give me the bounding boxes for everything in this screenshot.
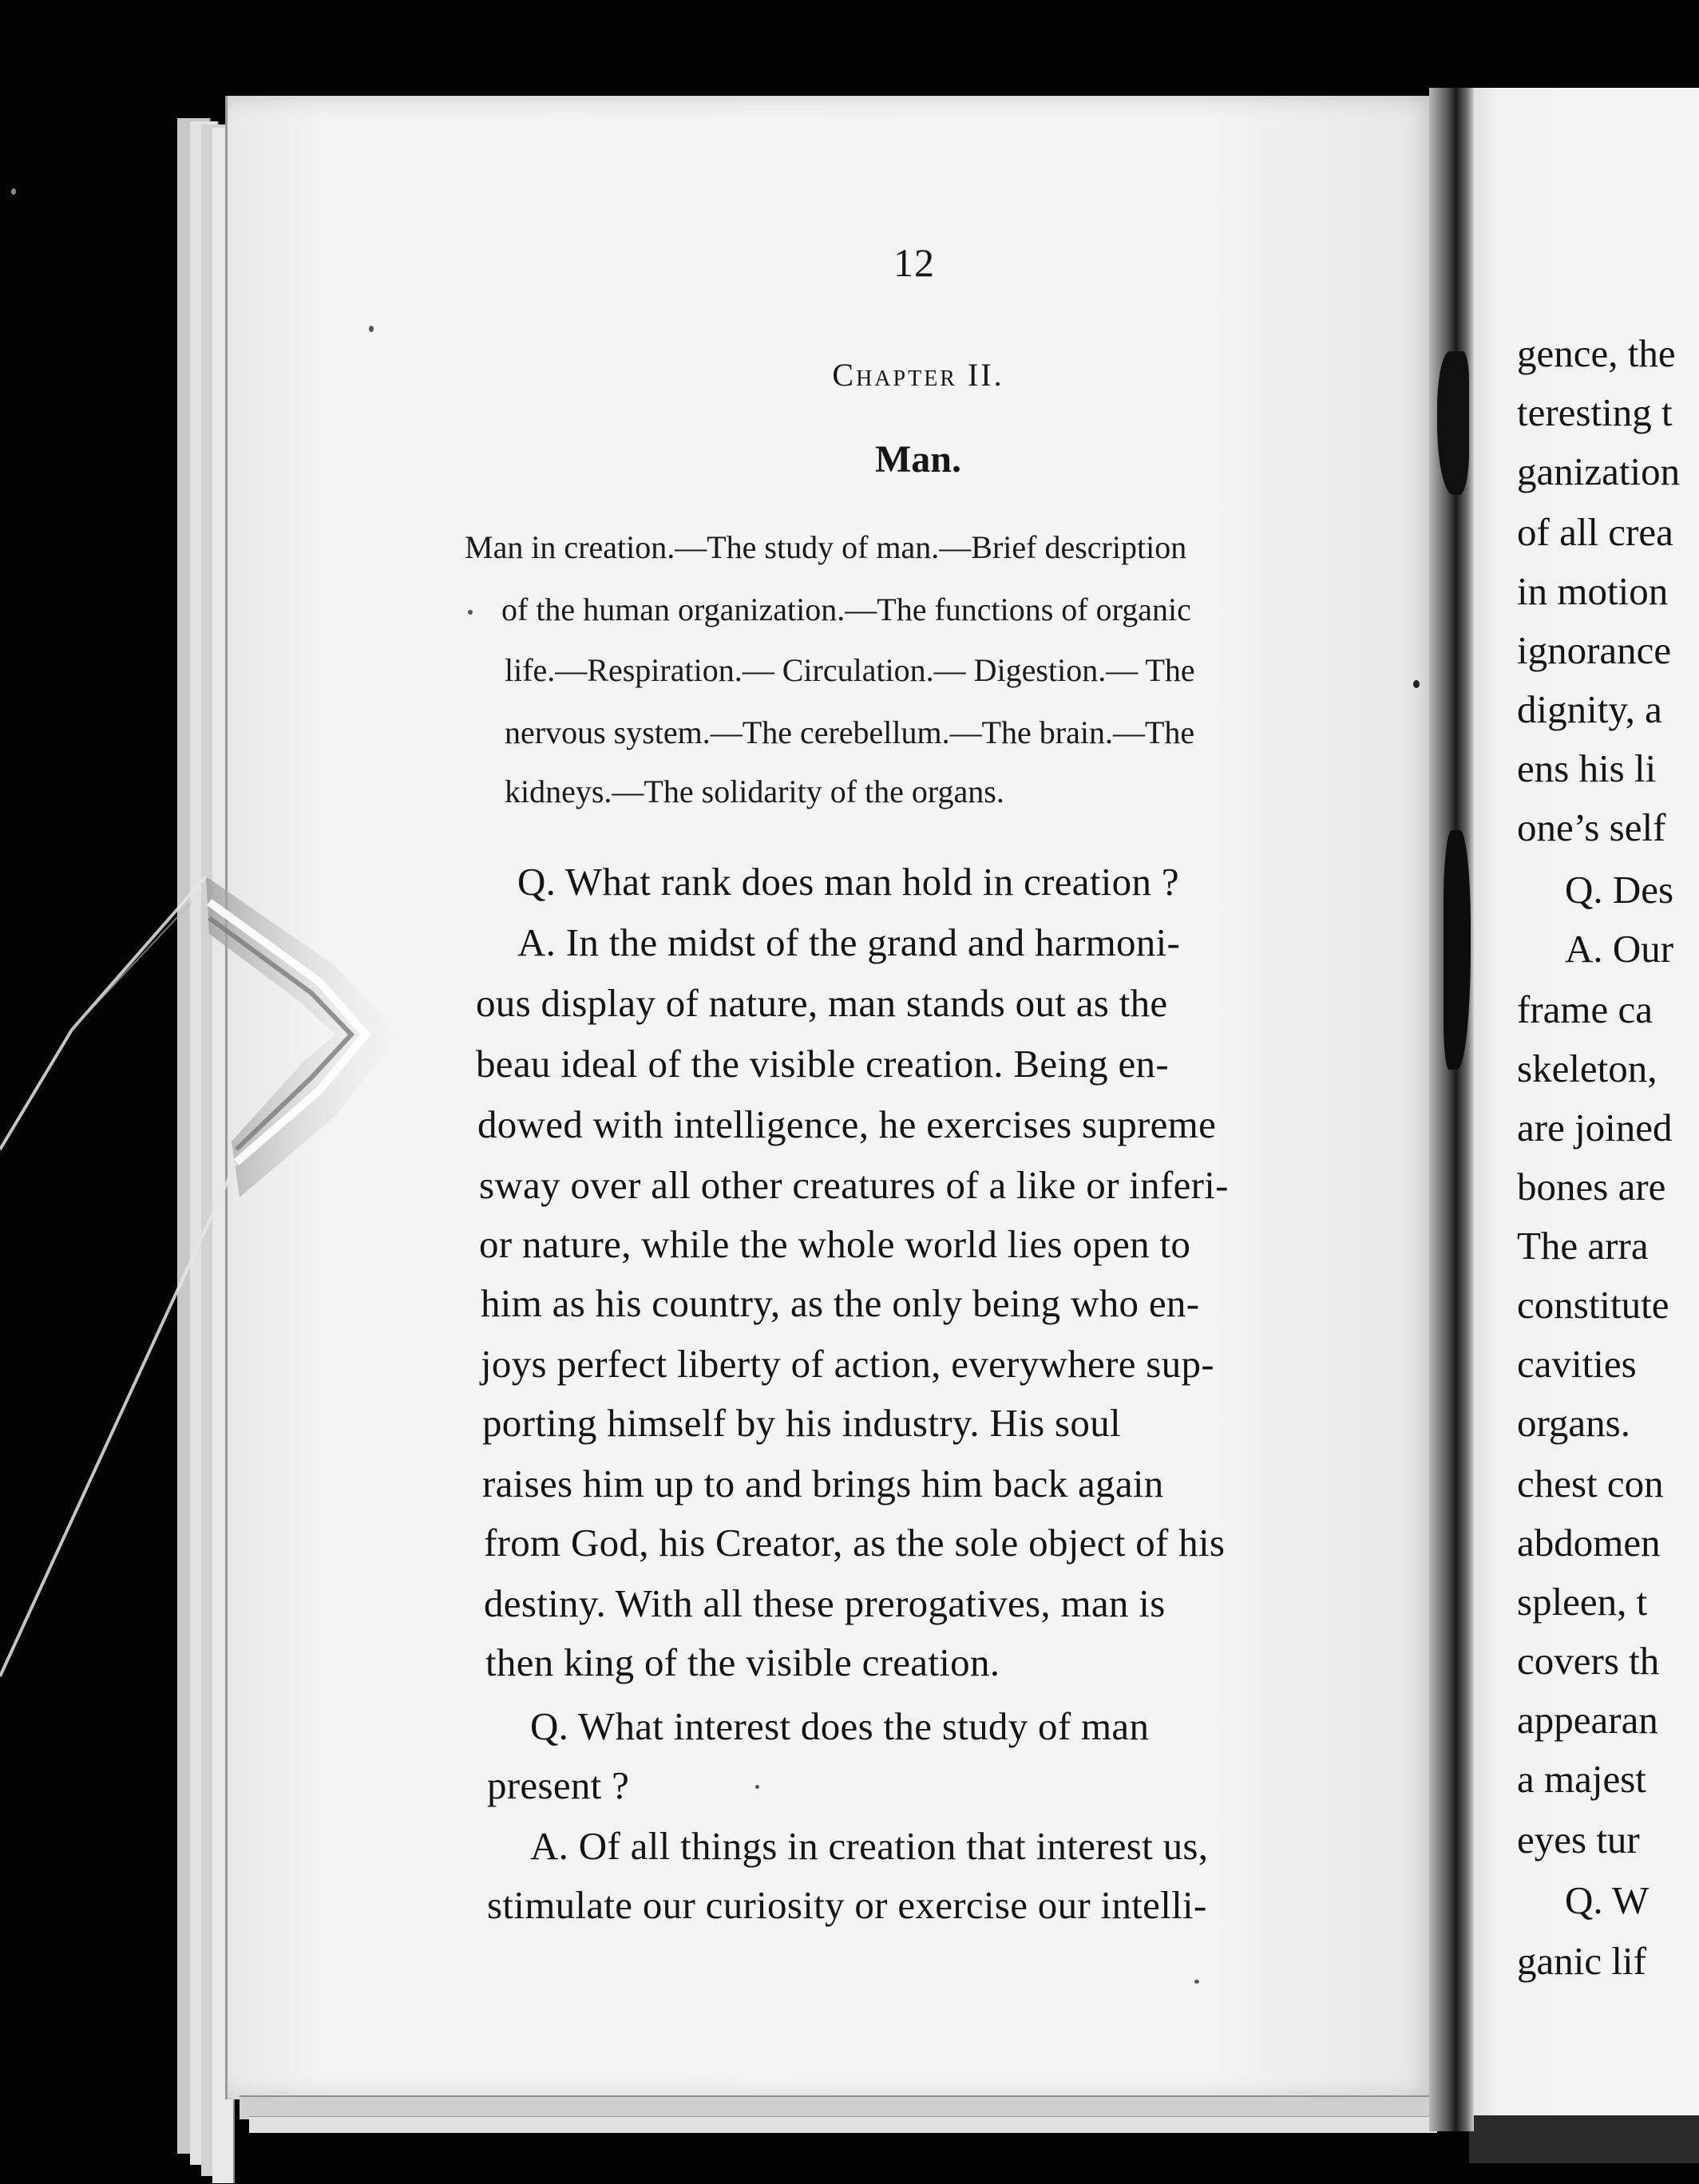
summary-line: of the human organization.—The functions of organic (501, 592, 1191, 627)
body-line: destiny. With all these prerogatives, man is (484, 1581, 1166, 1625)
page-number: 12 (893, 240, 935, 285)
summary-line: kidneys.—The solidarity of the organs. (505, 774, 1004, 809)
body-line: Q. What interest does the study of man (530, 1704, 1150, 1748)
left-page (225, 96, 1441, 2099)
summary-line: nervous system.—The cerebellum.—The brain.—The (505, 714, 1195, 750)
right-page-line: ganization (1517, 449, 1681, 493)
body-line: dowed with intelligence, he exercises supreme (477, 1102, 1217, 1146)
body-line: stimulate our curiosity or exercise our intelli- (487, 1883, 1207, 1927)
right-page-line: cavities (1517, 1342, 1637, 1386)
body-line: Q. What rank does man hold in creation ? (517, 860, 1179, 904)
right-page-line: spleen, t (1517, 1580, 1648, 1624)
body-line: or nature, while the whole world lies open to (479, 1222, 1191, 1266)
body-line: A. In the midst of the grand and harmoni- (517, 920, 1181, 964)
body-line: joys perfect liberty of action, everywhere sup- (481, 1342, 1214, 1386)
page-bottom-edge (249, 2116, 1437, 2133)
right-page-line: eyes tur (1517, 1818, 1640, 1862)
summary-line: life.—Respiration.— Circulation.— Digestion.— The (505, 652, 1195, 688)
right-page-line: The arra (1517, 1224, 1649, 1268)
right-page-line: frame ca (1517, 987, 1653, 1031)
right-page-shadow (1469, 2115, 1699, 2163)
right-page-line: ens his li (1517, 746, 1657, 790)
right-page-line: ignorance (1517, 628, 1672, 672)
body-line: then king of the visible creation. (485, 1640, 1000, 1684)
right-page-line: chest con (1517, 1462, 1664, 1505)
body-line: porting himself by his industry. His soul (482, 1401, 1121, 1445)
gutter-tear (1444, 830, 1471, 1070)
body-line: from God, his Creator, as the sole object of his (484, 1521, 1226, 1565)
right-page-line: dignity, a (1517, 687, 1662, 731)
scan-speck (755, 1785, 759, 1789)
right-page-line: Q. W (1565, 1878, 1649, 1922)
summary-line: Man in creation.—The study of man.—Brief description (465, 529, 1187, 565)
right-page-line: abdomen (1517, 1521, 1661, 1565)
right-page-line: in motion (1517, 569, 1669, 613)
right-page-line: one’s self (1517, 805, 1666, 849)
right-page-line: constitute (1517, 1283, 1669, 1327)
right-page-line: skeleton, (1517, 1046, 1657, 1090)
scan-speck (1194, 1980, 1199, 1984)
chapter-heading: Chapter II. (832, 357, 1004, 393)
right-page-line: covers th (1517, 1639, 1660, 1683)
body-line: present ? (487, 1763, 630, 1807)
right-page-line: appearan (1517, 1698, 1658, 1742)
scan-speck (369, 326, 374, 332)
right-page-line: gence, the (1517, 331, 1676, 375)
body-line: him as his country, as the only being who en- (481, 1281, 1200, 1325)
right-page-line: A. Our (1565, 927, 1674, 971)
body-line: raises him up to and brings him back again (482, 1462, 1164, 1505)
right-page-line: of all crea (1517, 510, 1673, 554)
right-page-line: Q. Des (1565, 868, 1674, 912)
right-page-line: teresting t (1517, 390, 1673, 434)
right-page-line: a majest (1517, 1757, 1646, 1801)
chapter-title: Man. (875, 438, 961, 481)
body-line: A. Of all things in creation that interest us, (530, 1824, 1209, 1868)
right-page-line: organs. (1517, 1401, 1630, 1445)
right-page-line: bones are (1517, 1165, 1666, 1209)
scan-speck (468, 610, 473, 615)
right-page-line: ganic lif (1517, 1939, 1646, 1983)
scan-speck (11, 188, 16, 195)
body-line: ous display of nature, man stands out as the (476, 981, 1168, 1025)
right-page-line: are joined (1517, 1106, 1673, 1149)
scan-speck (1413, 680, 1420, 688)
body-line: sway over all other creatures of a like or inferi- (479, 1163, 1229, 1207)
body-line: beau ideal of the visible creation. Being en- (476, 1042, 1169, 1086)
